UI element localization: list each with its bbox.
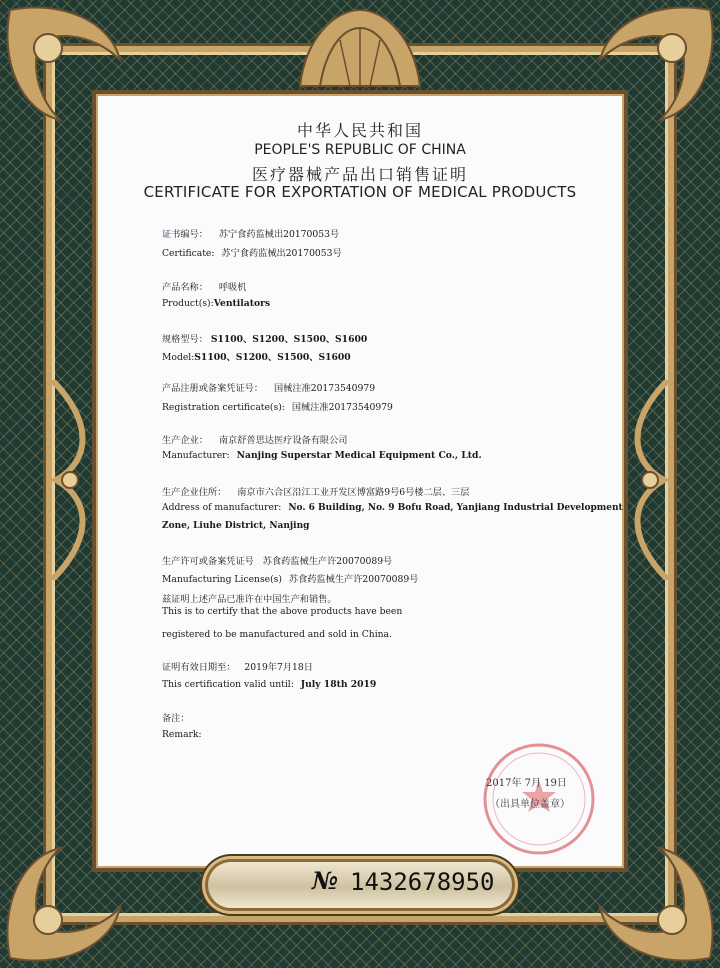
address-en-row-2 (162, 520, 309, 531)
seal-issuer-note: （出具单位盖章） (490, 799, 570, 810)
license-cn-row (162, 553, 392, 567)
license-value-en: 苏食药监械生产许20070089号 (288, 574, 419, 585)
address-value-en-line1: No. 6 Building, No. 9 Bofu Road, Yanjiang Industrial Development (288, 503, 623, 513)
right-side-ornament (624, 380, 674, 580)
cert-no-value-cn: 苏宁食药监械出20170053号 (218, 229, 340, 240)
valid-until-value-en: July 18th 2019 (300, 679, 377, 690)
cert-no-label-cn: 证书编号： (162, 229, 208, 240)
manufacturer-value-en: Nanjing Superstar Medical Equipment Co., Ltd. (236, 450, 482, 461)
registration-value-cn: 国械注准20173540979 (273, 383, 376, 394)
license-en-row (162, 571, 418, 585)
manufacturer-label-cn: 生产企业： (162, 435, 208, 446)
seal-date: 2017年 7月 19日 (486, 778, 567, 789)
product-label-cn: 产品名称： (162, 282, 208, 293)
product-en-row (162, 298, 270, 309)
cert-no-label-en: Certificate: (162, 248, 215, 259)
license-value-cn: 苏食药监械生产许20070089号 (262, 556, 393, 567)
manufacturer-value-cn: 南京舒普思达医疗设备有限公司 (218, 435, 348, 446)
license-label-en: Manufacturing License(s) (162, 574, 282, 585)
model-value-en: S1100、S1200、S1500、S1600 (194, 352, 351, 363)
statement-en-line2: registered to be manufactured and sold in China. (162, 629, 392, 640)
certificate-title-en: CERTIFICATE FOR EXPORTATION OF MEDICAL PRODUCTS (143, 183, 577, 201)
manufacturer-label-en: Manufacturer: (162, 450, 230, 461)
top-shell-medallion (296, 6, 424, 90)
model-label-cn: 规格型号： (162, 334, 208, 345)
certificate-title-cn: 医疗器械产品出口销售证明 (251, 165, 468, 184)
valid-until-value-cn: 2019年7月18日 (244, 662, 313, 673)
model-value-cn: S1100、S1200、S1500、S1600 (210, 334, 368, 345)
statement-en-line1: This is to certify that the above products have been (162, 606, 403, 617)
statement-cn (162, 591, 337, 605)
address-label-cn: 生产企业住所： (162, 487, 227, 498)
address-en-row (162, 502, 623, 513)
registration-label-cn: 产品注册或备案凭证号： (162, 383, 264, 394)
manufacturer-en-row (162, 450, 482, 461)
remark-en-row (162, 729, 202, 740)
valid-until-en-row (162, 679, 376, 690)
product-label-en: Product(s): (162, 298, 214, 309)
serial-number-plaque (208, 862, 512, 908)
address-cn-row (162, 484, 469, 498)
cert-no-en-row (162, 245, 342, 259)
address-value-cn: 南京市六合区沿江工业开发区博富路9号6号楼二层、三层 (237, 487, 470, 498)
remark-label-en: Remark: (162, 729, 202, 740)
country-name-en: PEOPLE'S REPUBLIC OF CHINA (254, 142, 466, 158)
valid-until-cn-row (162, 659, 313, 673)
serial-number: 1432678950 (350, 868, 495, 896)
registration-label-en: Registration certificate(s): (162, 402, 285, 413)
product-cn-row (162, 279, 246, 293)
registration-value-en: 国械注准20173540979 (291, 402, 393, 413)
registration-cn-row (162, 380, 375, 394)
product-value-en: Ventilators (213, 298, 271, 309)
address-value-en-line2: Zone, Liuhe District, Nanjing (162, 521, 310, 531)
address-label-en: Address of manufacturer: (162, 502, 282, 513)
model-cn-row (162, 331, 367, 345)
model-label-en: Model: (162, 352, 195, 363)
cert-no-value-en: 苏宁食药监械出20170053号 (221, 248, 342, 259)
license-label-cn: 生产许可或备案凭证号 (162, 556, 254, 567)
valid-until-label-cn: 证明有效日期至： (162, 662, 236, 673)
model-en-row (162, 349, 351, 363)
number-sign: № (312, 866, 339, 895)
product-value-cn: 呼吸机 (218, 282, 247, 293)
country-name-cn: 中华人民共和国 (296, 121, 423, 140)
remark-cn-row (162, 710, 190, 724)
manufacturer-cn-row (162, 432, 347, 446)
cert-no-cn-row (162, 226, 339, 240)
left-side-ornament (46, 380, 96, 580)
registration-en-row (162, 399, 393, 413)
valid-until-label-en: This certification valid until: (162, 679, 294, 690)
statement-cn-text: 兹证明上述产品已准许在中国生产和销售。 (162, 594, 337, 605)
remark-label-cn: 备注： (162, 713, 190, 724)
